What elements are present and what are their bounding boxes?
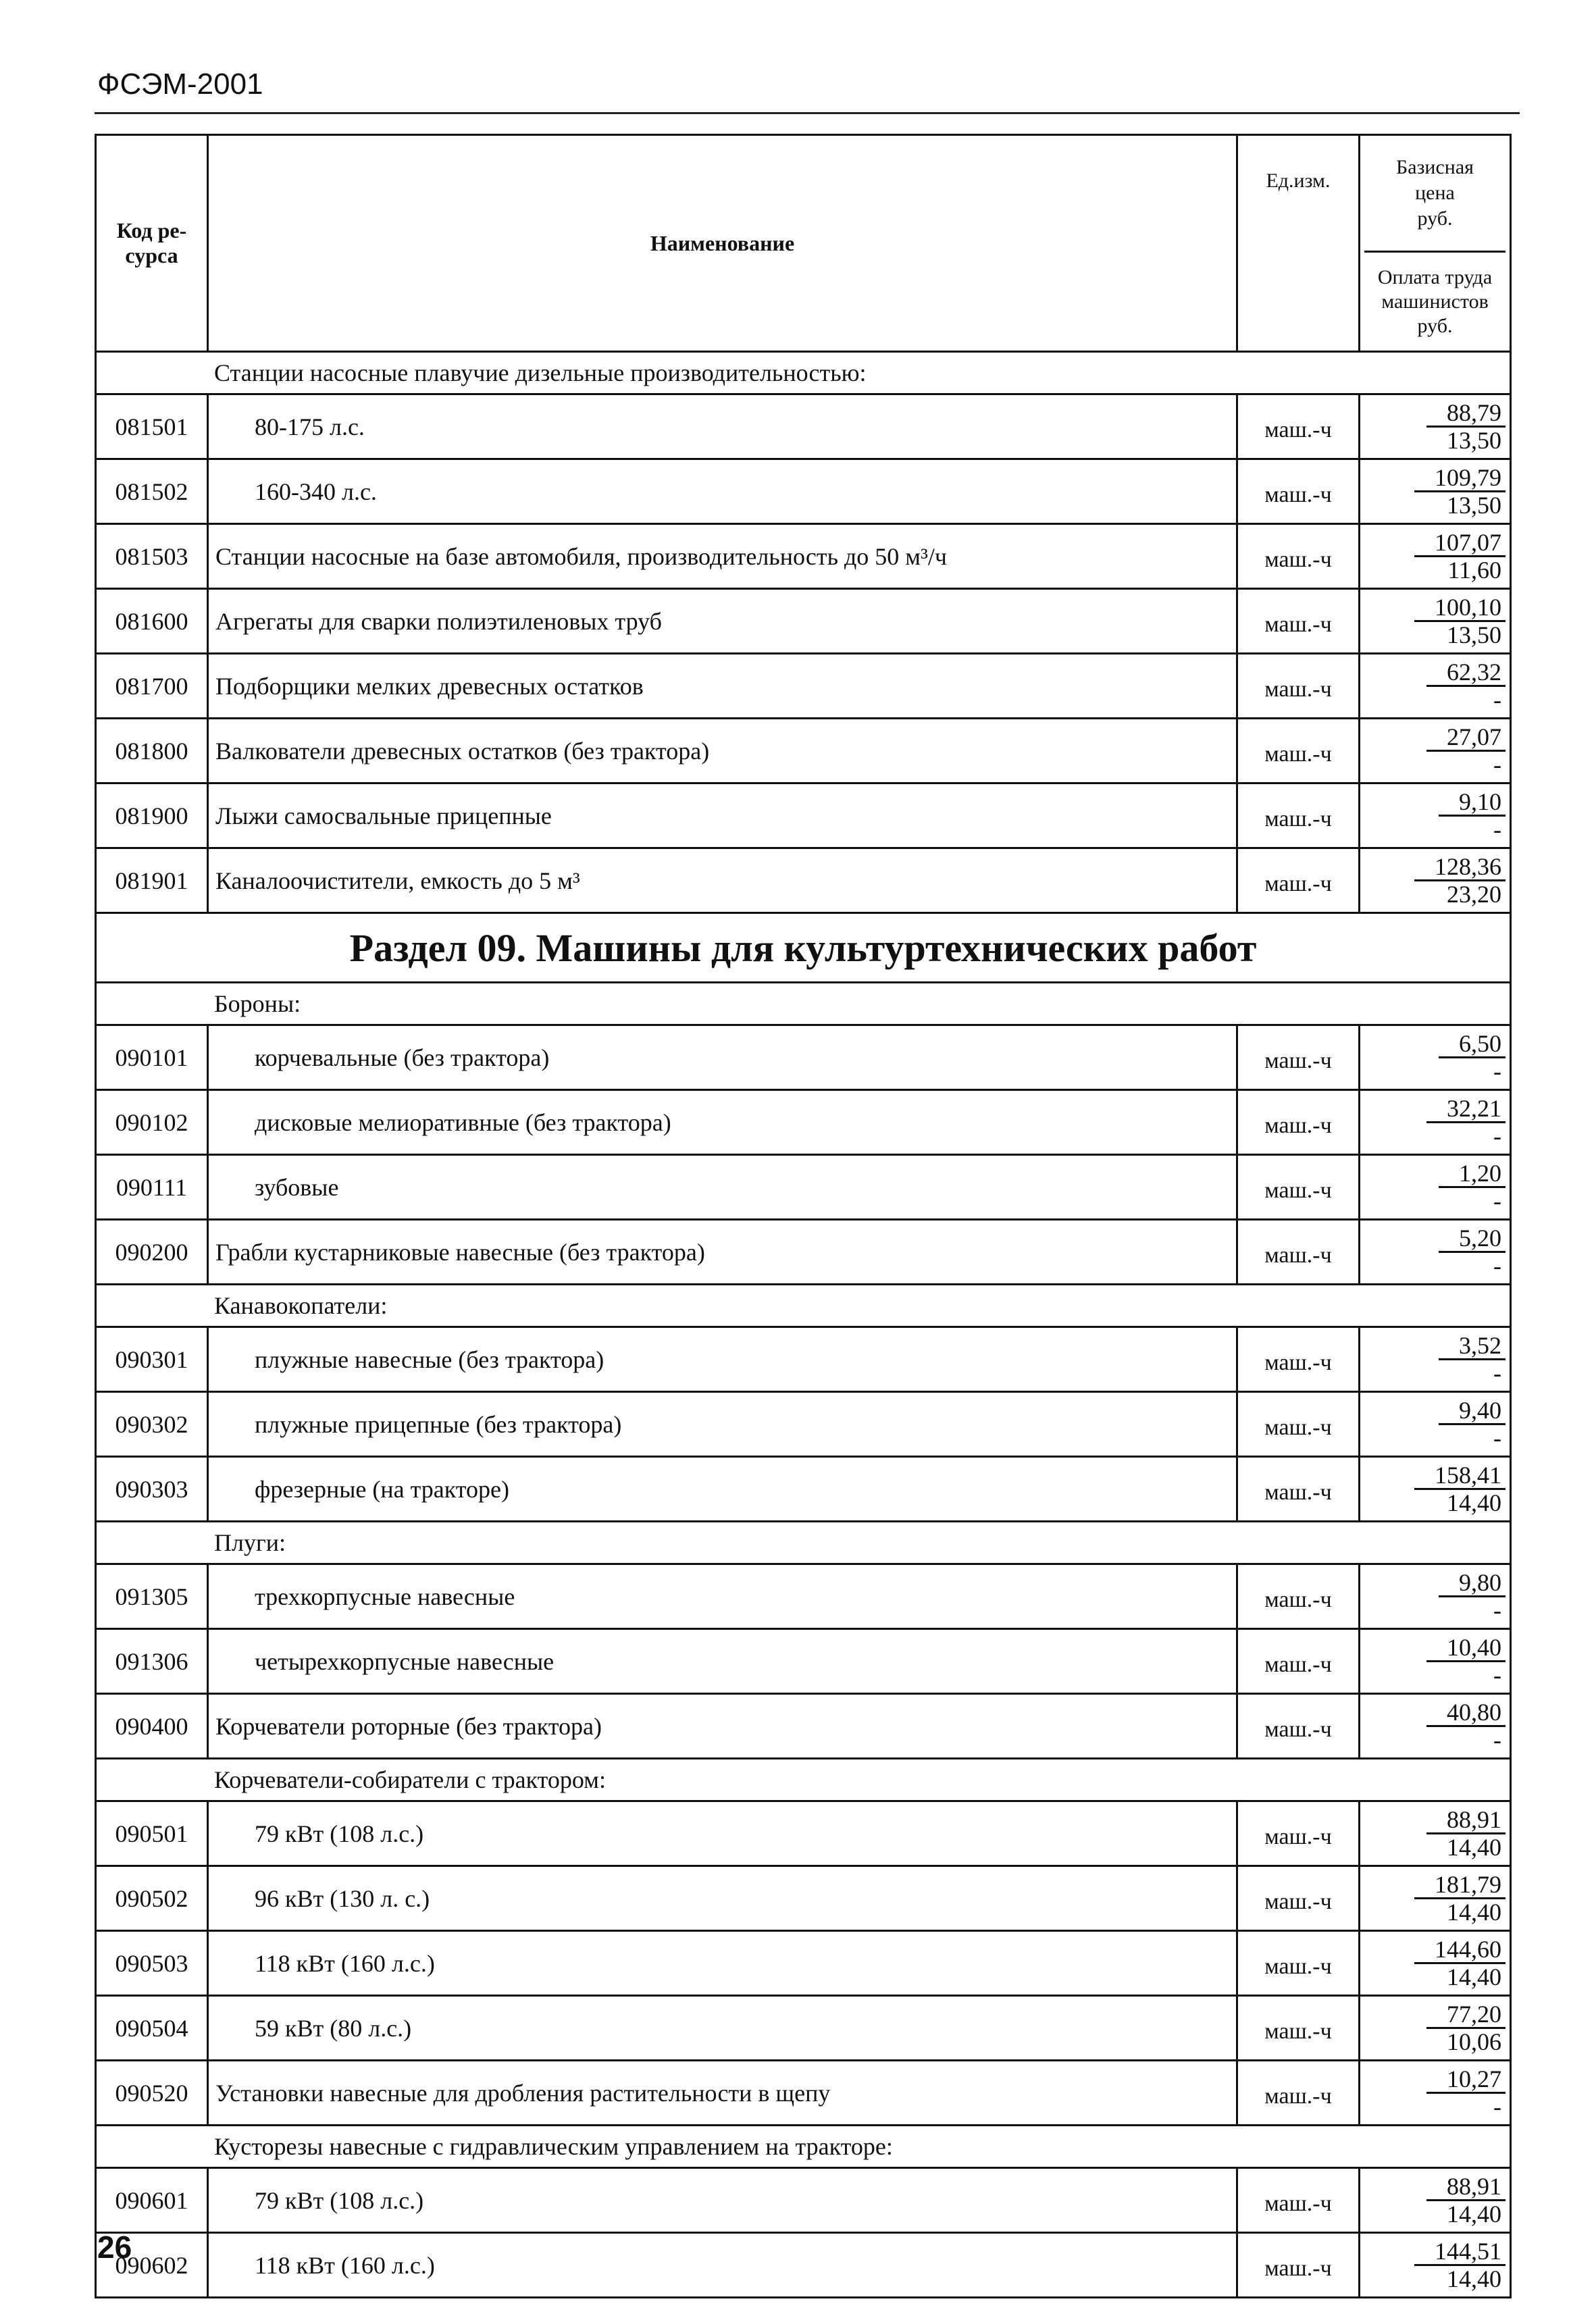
resource-code: 090601 — [96, 2168, 208, 2233]
header-base-price-line1: Базисная — [1396, 156, 1474, 178]
unit-of-measure: маш.-ч — [1237, 1025, 1360, 1090]
labor-cost: - — [1493, 1424, 1501, 1451]
group-heading-row — [96, 2126, 1511, 2168]
labor-cost: 13,50 — [1447, 427, 1501, 454]
base-price: 9,40 — [1439, 1397, 1505, 1425]
resource-name: 96 кВт (130 л. с.) — [208, 1866, 1237, 1931]
labor-cost: - — [1493, 1726, 1501, 1753]
base-price: 158,41 — [1414, 1462, 1505, 1490]
labor-cost: - — [1493, 686, 1501, 713]
table-row — [96, 1564, 1511, 1629]
unit-of-measure: маш.-ч — [1237, 394, 1360, 459]
unit-of-measure: маш.-ч — [1237, 1694, 1360, 1759]
resource-code: 081900 — [96, 783, 208, 848]
price-cell — [1360, 459, 1511, 524]
resource-name: 80-175 л.с. — [208, 394, 1237, 459]
unit-of-measure: маш.-ч — [1237, 459, 1360, 524]
labor-cost: - — [1493, 1662, 1501, 1689]
resource-code: 090602 — [96, 2233, 208, 2298]
table-row — [96, 1025, 1511, 1090]
base-price: 109,79 — [1414, 465, 1505, 492]
table-row — [96, 1220, 1511, 1285]
base-price: 88,91 — [1426, 1807, 1505, 1834]
labor-cost: 11,60 — [1447, 557, 1501, 584]
table-row — [96, 1801, 1511, 1866]
table-row — [96, 783, 1511, 848]
labor-cost: 14,40 — [1447, 1489, 1501, 1516]
base-price: 88,79 — [1426, 400, 1505, 428]
unit-of-measure: маш.-ч — [1237, 1327, 1360, 1392]
header-name: Наименование — [208, 135, 1237, 352]
group-heading-row — [96, 352, 1511, 394]
labor-cost: - — [1493, 2093, 1501, 2120]
price-cell — [1360, 1801, 1511, 1866]
unit-of-measure: маш.-ч — [1237, 1457, 1360, 1522]
price-cell — [1360, 1996, 1511, 2061]
unit-of-measure: маш.-ч — [1237, 2061, 1360, 2126]
header-unit: Ед.изм. — [1237, 135, 1360, 352]
resource-code: 081502 — [96, 459, 208, 524]
resource-name: плужные навесные (без трактора) — [208, 1327, 1237, 1392]
resource-name: Грабли кустарниковые навесные (без трактора) — [208, 1220, 1237, 1285]
group-heading: Станции насосные плавучие дизельные производительностью: — [96, 352, 1511, 394]
price-cell — [1360, 1327, 1511, 1392]
resource-code: 090503 — [96, 1931, 208, 1996]
page-number: 26 — [97, 2230, 132, 2265]
header-rule — [95, 112, 1520, 114]
resource-name: зубовые — [208, 1155, 1237, 1220]
header-base-price — [1364, 136, 1505, 253]
price-cell — [1360, 394, 1511, 459]
labor-cost: 14,40 — [1447, 2265, 1501, 2292]
resource-code: 081503 — [96, 524, 208, 589]
resource-code: 090501 — [96, 1801, 208, 1866]
price-cell — [1360, 524, 1511, 589]
resource-name: четырехкорпусные навесные — [208, 1629, 1237, 1694]
labor-cost: 13,50 — [1447, 621, 1501, 648]
header-labor-cost — [1360, 253, 1510, 351]
table-row — [96, 848, 1511, 913]
section-title-row — [96, 913, 1511, 983]
resource-name: 79 кВт (108 л.с.) — [208, 1801, 1237, 1866]
price-cell — [1360, 1090, 1511, 1155]
group-heading-row — [96, 983, 1511, 1025]
base-price: 62,32 — [1426, 659, 1505, 687]
header-labor-line2: машинистов — [1381, 290, 1489, 313]
resource-code: 081600 — [96, 589, 208, 654]
table-row — [96, 459, 1511, 524]
unit-of-measure: маш.-ч — [1237, 848, 1360, 913]
base-price: 181,79 — [1414, 1872, 1505, 1899]
resource-name: Агрегаты для сварки полиэтиленовых труб — [208, 589, 1237, 654]
resource-code: 091305 — [96, 1564, 208, 1629]
table-row — [96, 1155, 1511, 1220]
resource-name: Каналоочистители, емкость до 5 м³ — [208, 848, 1237, 913]
resource-name: Валкователи древесных остатков (без трактора) — [208, 719, 1237, 783]
table-row — [96, 1629, 1511, 1694]
base-price: 3,52 — [1439, 1333, 1505, 1360]
resource-name: Установки навесные для дробления растительности в щепу — [208, 2061, 1237, 2126]
base-price: 1,20 — [1439, 1160, 1505, 1188]
price-cell — [1360, 2061, 1511, 2126]
price-cell — [1360, 719, 1511, 783]
labor-cost: 14,40 — [1447, 2201, 1501, 2228]
resource-name: Станции насосные на базе автомобиля, производительность до 50 м³/ч — [208, 524, 1237, 589]
resource-name: 79 кВт (108 л.с.) — [208, 2168, 1237, 2233]
resource-name: 118 кВт (160 л.с.) — [208, 1931, 1237, 1996]
resource-code: 090111 — [96, 1155, 208, 1220]
labor-cost: - — [1493, 816, 1501, 843]
labor-cost: - — [1493, 751, 1501, 778]
resource-name: Корчеватели роторные (без трактора) — [208, 1694, 1237, 1759]
unit-of-measure: маш.-ч — [1237, 1392, 1360, 1457]
price-cell — [1360, 783, 1511, 848]
group-heading: Плуги: — [96, 1522, 1511, 1564]
resource-code: 081800 — [96, 719, 208, 783]
base-price: 88,91 — [1426, 2174, 1505, 2201]
price-cell — [1360, 1457, 1511, 1522]
table-header-row — [96, 135, 1511, 352]
base-price: 32,21 — [1426, 1096, 1505, 1123]
group-heading: Бороны: — [96, 983, 1511, 1025]
resource-code: 090502 — [96, 1866, 208, 1931]
resource-name: 160-340 л.с. — [208, 459, 1237, 524]
header-price — [1360, 135, 1511, 352]
price-cell — [1360, 848, 1511, 913]
unit-of-measure: маш.-ч — [1237, 1155, 1360, 1220]
price-cell — [1360, 2168, 1511, 2233]
table-row — [96, 719, 1511, 783]
price-cell — [1360, 1629, 1511, 1694]
base-price: 144,60 — [1414, 1936, 1505, 1964]
unit-of-measure: маш.-ч — [1237, 2168, 1360, 2233]
price-cell — [1360, 654, 1511, 719]
table-row — [96, 1457, 1511, 1522]
unit-of-measure: маш.-ч — [1237, 1090, 1360, 1155]
unit-of-measure: маш.-ч — [1237, 1629, 1360, 1694]
labor-cost: 14,40 — [1447, 1834, 1501, 1861]
header-labor-line3: руб. — [1417, 314, 1453, 337]
unit-of-measure: маш.-ч — [1237, 783, 1360, 848]
base-price: 6,50 — [1439, 1031, 1505, 1058]
unit-of-measure: маш.-ч — [1237, 719, 1360, 783]
resource-name: трехкорпусные навесные — [208, 1564, 1237, 1629]
table-row — [96, 1931, 1511, 1996]
base-price: 10,27 — [1426, 2066, 1505, 2094]
unit-of-measure: маш.-ч — [1237, 2233, 1360, 2298]
labor-cost: - — [1493, 1597, 1501, 1624]
labor-cost: 14,40 — [1447, 1963, 1501, 1990]
price-cell — [1360, 589, 1511, 654]
table-row — [96, 524, 1511, 589]
resource-code: 090101 — [96, 1025, 208, 1090]
base-price: 100,10 — [1414, 594, 1505, 622]
unit-of-measure: маш.-ч — [1237, 1801, 1360, 1866]
resource-code: 081501 — [96, 394, 208, 459]
group-heading-row — [96, 1522, 1511, 1564]
group-heading-row — [96, 1759, 1511, 1801]
group-heading: Канавокопатели: — [96, 1285, 1511, 1327]
price-cell — [1360, 1220, 1511, 1285]
labor-cost: - — [1493, 1360, 1501, 1387]
table-row — [96, 2233, 1511, 2298]
labor-cost: 13,50 — [1447, 492, 1501, 519]
price-cell — [1360, 1155, 1511, 1220]
resource-name: корчевальные (без трактора) — [208, 1025, 1237, 1090]
resource-code: 090301 — [96, 1327, 208, 1392]
base-price: 9,80 — [1439, 1570, 1505, 1597]
base-price: 144,51 — [1414, 2238, 1505, 2266]
unit-of-measure: маш.-ч — [1237, 1564, 1360, 1629]
resource-code: 081700 — [96, 654, 208, 719]
resource-name: фрезерные (на тракторе) — [208, 1457, 1237, 1522]
base-price: 9,10 — [1439, 789, 1505, 817]
resource-name: 59 кВт (80 л.с.) — [208, 1996, 1237, 2061]
resource-name: Подборщики мелких древесных остатков — [208, 654, 1237, 719]
resource-code: 090504 — [96, 1996, 208, 2061]
resource-name: 118 кВт (160 л.с.) — [208, 2233, 1237, 2298]
table-row — [96, 2061, 1511, 2126]
resource-code: 090200 — [96, 1220, 208, 1285]
price-cell — [1360, 1931, 1511, 1996]
resource-code: 091306 — [96, 1629, 208, 1694]
table-row — [96, 1694, 1511, 1759]
price-cell — [1360, 1392, 1511, 1457]
labor-cost: 14,40 — [1447, 1899, 1501, 1926]
header-base-price-line2: цена — [1415, 182, 1455, 204]
group-heading: Корчеватели-собиратели с трактором: — [96, 1759, 1511, 1801]
unit-of-measure: маш.-ч — [1237, 654, 1360, 719]
unit-of-measure: маш.-ч — [1237, 524, 1360, 589]
base-price: 5,20 — [1439, 1225, 1505, 1253]
group-heading-row — [96, 1285, 1511, 1327]
price-cell — [1360, 2233, 1511, 2298]
base-price: 77,20 — [1426, 2001, 1505, 2029]
base-price: 128,36 — [1414, 854, 1505, 881]
resource-name: Лыжи самосвальные прицепные — [208, 783, 1237, 848]
resource-code: 081901 — [96, 848, 208, 913]
base-price: 27,07 — [1426, 724, 1505, 752]
unit-of-measure: маш.-ч — [1237, 589, 1360, 654]
table-row — [96, 394, 1511, 459]
base-price: 40,80 — [1426, 1699, 1505, 1727]
price-cell — [1360, 1564, 1511, 1629]
unit-of-measure: маш.-ч — [1237, 1996, 1360, 2061]
table-row — [96, 1327, 1511, 1392]
resource-code: 090400 — [96, 1694, 208, 1759]
labor-cost: - — [1493, 1123, 1501, 1150]
resource-code: 090102 — [96, 1090, 208, 1155]
section-title: Раздел 09. Машины для культуртехнических работ — [96, 913, 1511, 983]
document-code: ФСЭМ-2001 — [97, 68, 263, 101]
resource-name: дисковые мелиоративные (без трактора) — [208, 1090, 1237, 1155]
price-cell — [1360, 1025, 1511, 1090]
unit-of-measure: маш.-ч — [1237, 1931, 1360, 1996]
labor-cost: 23,20 — [1447, 881, 1501, 908]
labor-cost: - — [1493, 1187, 1501, 1214]
resource-code: 090520 — [96, 2061, 208, 2126]
table-row — [96, 2168, 1511, 2233]
resource-name: плужные прицепные (без трактора) — [208, 1392, 1237, 1457]
header-code: Код ре-сурса — [96, 135, 208, 352]
labor-cost: - — [1493, 1058, 1501, 1085]
table-row — [96, 1090, 1511, 1155]
table-row — [96, 654, 1511, 719]
table-row — [96, 1392, 1511, 1457]
unit-of-measure: маш.-ч — [1237, 1220, 1360, 1285]
price-cell — [1360, 1694, 1511, 1759]
table-row — [96, 1996, 1511, 2061]
table-row — [96, 1866, 1511, 1931]
base-price: 10,40 — [1426, 1635, 1505, 1662]
labor-cost: - — [1493, 1252, 1501, 1279]
resource-table — [95, 134, 1512, 2298]
table-body — [96, 352, 1511, 2298]
header-labor-line1: Оплата труда — [1377, 265, 1493, 288]
header-base-price-line3: руб. — [1417, 207, 1453, 230]
base-price: 107,07 — [1414, 530, 1505, 557]
labor-cost: 10,06 — [1447, 2028, 1501, 2055]
price-cell — [1360, 1866, 1511, 1931]
group-heading: Кусторезы навесные с гидравлическим управлением на тракторе: — [96, 2126, 1511, 2168]
unit-of-measure: маш.-ч — [1237, 1866, 1360, 1931]
table-row — [96, 589, 1511, 654]
resource-code: 090303 — [96, 1457, 208, 1522]
resource-code: 090302 — [96, 1392, 208, 1457]
